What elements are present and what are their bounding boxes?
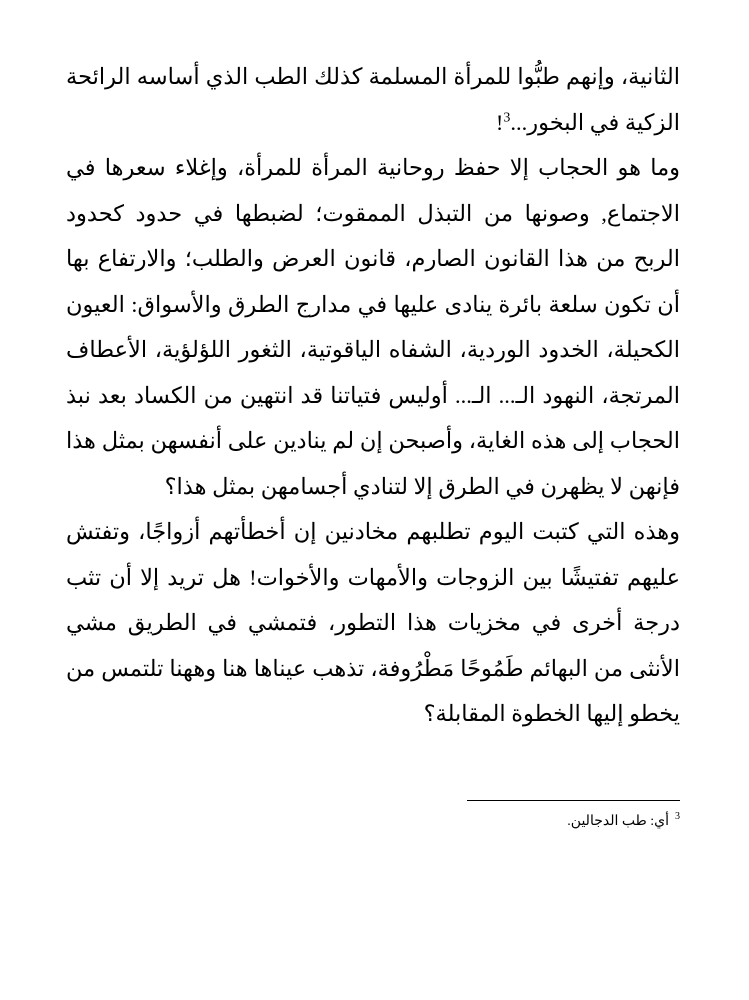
footnote xyxy=(567,812,680,832)
paragraph-text-tail: ! xyxy=(495,109,504,135)
footnote-number: 3 xyxy=(675,811,680,823)
paragraph xyxy=(66,54,680,145)
footnote-text: أي: طب الدجالين. xyxy=(567,814,669,829)
document-body xyxy=(66,54,680,737)
paragraph-text: الثانية، وإنهم طبُّوا للمرأة المسلمة كذلك الطب الذي أساسه الرائحة الزكية في البخور... xyxy=(66,64,680,135)
paragraph: وما هو الحجاب إلا حفظ روحانية المرأة للمرأة، وإغلاء سعرها في الاجتماع, وصونها من التبذل الممقوت؛ لضبطها في حدود كحدود الربح من هذا القانون الصارم، قانون العرض والطلب؛ والارتفاع بها أن تكون سلعة بائرة ينادى عليها في مدارج الطرق والأسواق: العيون الكحيلة، الخدود الوردية، الشفاه الياقوتية، الثغور اللؤلؤية، الأعطاف المرتجة، النهود الـ... الـ... أوليس فتياتنا قد انتهين من الكساد بعد نبذ الحجاب إلى هذه الغاية، وأصبحن إن لم ينادين على أنفسهن بمثل هذا فإنهن لا يظهرن في الطرق إلا لتنادي أجسامهن بمثل هذا؟ xyxy=(66,155,680,499)
footnote-separator xyxy=(467,800,680,801)
footnote-reference: 3 xyxy=(503,110,511,125)
paragraph: وهذه التي كتبت اليوم تطلبهم مخادنين إن أخطأتهم أزواجًا، وتفتش عليهم تفتيشًا بين الزوجات والأمهات والأخوات! هل تريد إلا أن تثب درجة أخرى في مخزيات هذا التطور، فتمشي في الطريق مشي الأنثى من البهائم طَمُوحًا مَطْرُوفة، تذهب عيناها هنا وههنا تلتمس من يخطو إليها الخطوة المقابلة؟ xyxy=(66,519,680,726)
